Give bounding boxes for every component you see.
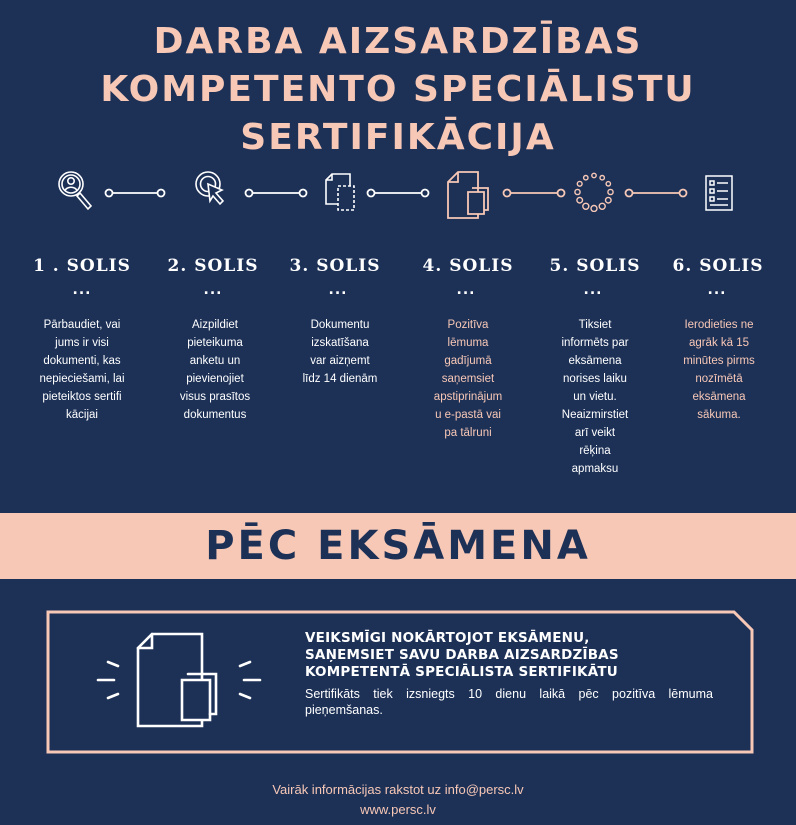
step-5-label: 5. SOLIS	[549, 256, 641, 276]
footer	[0, 780, 796, 820]
step-3-dots: ...	[328, 282, 348, 298]
step-5-description: Tiksiet informēts par eksāmena norises laiku un vietu. Neaizmirstiet arī veikt rēķina apmaksu	[561, 319, 629, 475]
document-dashed-icon	[324, 172, 358, 212]
after-exam-heading: PĒC EKSĀMENA	[205, 523, 591, 569]
step-1-label: 1 . SOLIS	[33, 256, 131, 276]
title-line: DARBA AIZSARDZĪBAS	[153, 21, 643, 62]
title-line: SERTIFIKĀCIJA	[240, 117, 556, 158]
step-5-dots: ...	[583, 282, 603, 298]
loading-circle-icon	[574, 172, 614, 212]
step-3-label: 3. SOLIS	[289, 256, 381, 276]
step-4-description: Pozitīva lēmuma gadījumā saņemsiet apstiprinājum u e-pastā vai pa tālruni	[433, 319, 503, 439]
step-6-dots: ...	[707, 282, 727, 298]
step-connector	[244, 187, 308, 199]
step-connector	[502, 187, 566, 199]
step-connector	[624, 187, 688, 199]
step-2-dots: ...	[203, 282, 223, 298]
certificate-heading: VEIKSMĪGI NOKĀRTOJOT EKSĀMENU, SAŅEMSIET SAVU DARBA AIZSARDZĪBAS KOMPETENTĀ SPECIĀLISTA SERTIFIKĀTU	[305, 630, 619, 680]
step-4-label: 4. SOLIS	[422, 256, 514, 276]
step-2-label: 2. SOLIS	[167, 256, 259, 276]
title-line: KOMPETENTO SPECIĀLISTU	[100, 69, 696, 110]
step-6-label: 6. SOLIS	[672, 256, 764, 276]
checklist-icon	[704, 174, 734, 212]
after-exam-band	[0, 513, 796, 579]
footer-website[interactable]: www.persc.lv	[360, 802, 436, 817]
footer-contact: Vairāk informācijas rakstot uz info@persc.lv	[272, 782, 524, 797]
step-6-description: Ierodieties ne agrāk kā 15 minūtes pirms nozīmētā eksāmena sākuma.	[683, 319, 755, 421]
step-2-description: Aizpildiet pieteikuma anketu un pievienojiet visus prasītos dokumentus	[179, 319, 251, 421]
steps-icon-row	[0, 168, 796, 228]
step-1-description: Pārbaudiet, vai jums ir visi dokumenti, kas nepieciešami, lai pieteiktos sertifi kācijai	[39, 319, 125, 421]
magnifier-person-icon	[55, 168, 95, 212]
step-3-description: Dokumentu izskatīšana var aizņemt līdz 14 dienām	[302, 319, 378, 385]
step-connector	[366, 187, 430, 199]
cursor-click-icon	[192, 168, 234, 212]
documents-icon	[446, 170, 490, 222]
certificate-documents-icon	[94, 630, 264, 730]
step-1-dots: ...	[72, 282, 92, 298]
page-title	[0, 18, 796, 162]
certificate-text: Sertifikāts tiek izsniegts 10 dienu laikā pēc pozitīva lēmuma pieņemšanas.	[305, 687, 713, 717]
step-4-dots: ...	[456, 282, 476, 298]
step-connector	[104, 187, 166, 199]
